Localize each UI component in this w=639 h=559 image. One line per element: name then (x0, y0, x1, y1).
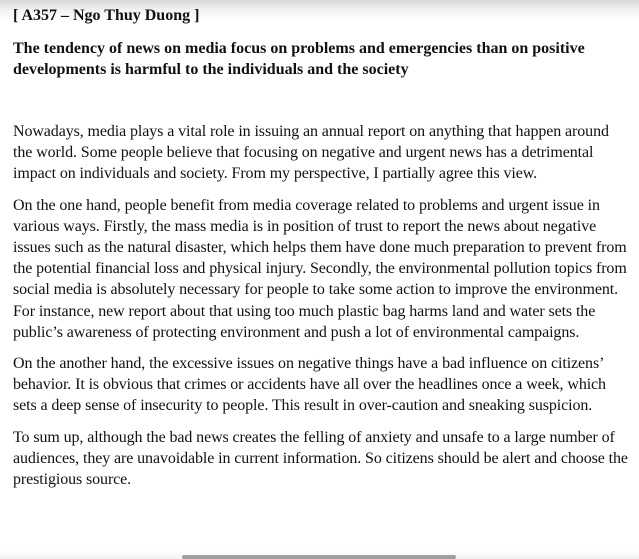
essay-title: The tendency of news on media focus on problems and emergencies than on positive developments is harmful to the individuals and the society (13, 40, 585, 78)
paragraph-conclusion: To sum up, although the bad news creates the felling of anxiety and unsafe to a large number of audiences, they are unavoidable in current information. So citizens should be alert and choose the prestigious source. (13, 428, 628, 489)
paragraph-drawbacks: On the another hand, the excessive issues on negative things have a bad influence on citizens’ behavior. It is obvious that crimes or accidents have all over the headlines once a week, which sets a deep sense of insecurity to people. This result in over-caution and sneaking suspicion. (13, 355, 606, 415)
essay-body (13, 121, 631, 500)
paragraph-benefits: On the one hand, people benefit from media coverage related to problems and urgent issue in various ways. Firstly, the mass media is in position of trust to report the news about negative issues such as the natural disaster, which helps them have done much preparation to prevent from the potential financial loss and physical injury. Secondly, the environmental pollution topics from social media is absolutely necessary for people to take some action to improve the environment. For instance, new report about that using too much plastic bag harms land and water sets the public’s awareness of protecting environment and push a lot of environmental campaigns. (13, 196, 627, 341)
horizontal-scrollbar[interactable] (182, 555, 456, 559)
paragraph-introduction: Nowadays, media plays a vital role in issuing an annual report on anything that happen around the world. Some people believe that focusing on negative and urgent news has a detrimental impact on individuals and society. From my perspective, I partially agree this view. (13, 123, 609, 183)
document-header: [ A357 – Ngo Thuy Duong ] (13, 7, 200, 24)
